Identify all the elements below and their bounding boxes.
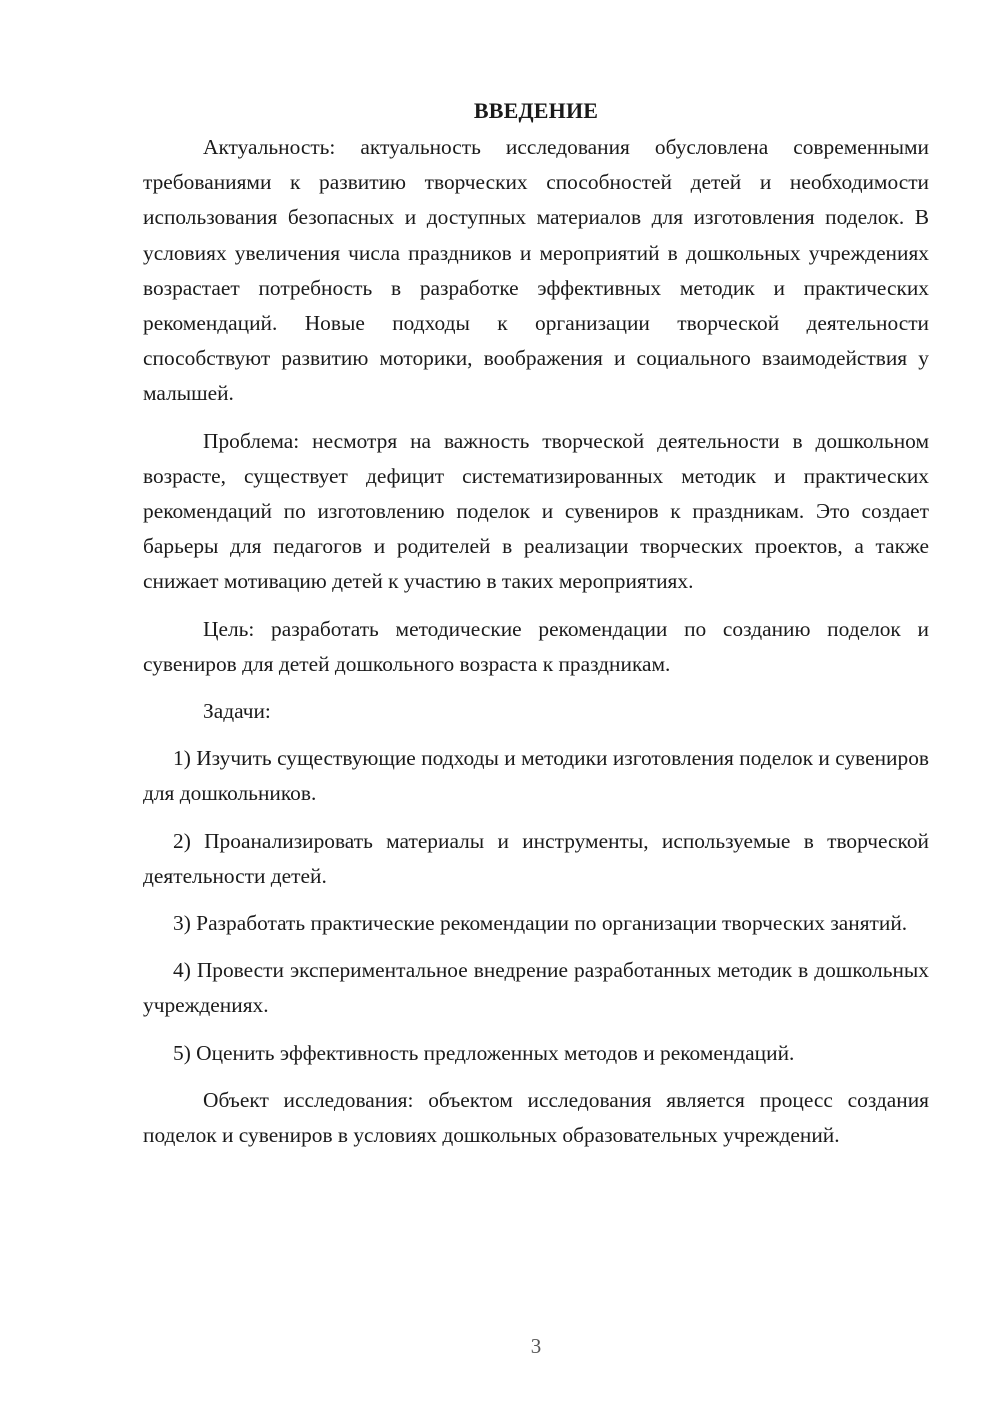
task-item-2: 2) Проанализировать материалы и инструменты, используемые в творческой деятельности детей.	[143, 828, 929, 888]
problem-paragraph: Проблема: несмотря на важность творческой деятельности в дошкольном возрасте, существует дефицит систематизированных методик и практических рекомендаций по изготовлению поделок и сувениров к праздникам. Это создает барьеры для педагогов и родителей в реализации творческих проектов, а также снижает мотивацию детей к участию в таких мероприятиях.	[143, 428, 929, 594]
section-heading: ВВЕДЕНИЕ	[473, 98, 599, 123]
relevance-paragraph: Актуальность: актуальность исследования обусловлена современными требованиями к развитию творческих способностей детей и необходимости использования безопасных и доступных материалов для изготовления поделок. В условиях увеличения числа праздников и мероприятий в дошкольных учреждениях возрастает потребность в разработке эффективных методик и практических рекомендаций. Новые подходы к организации творческой деятельности способствуют развитию моторики, воображения и социального взаимодействия у малышей.	[143, 135, 929, 406]
page-content	[143, 94, 929, 1165]
task-item-5: 5) Оценить эффективность предложенных методов и рекомендаций.	[173, 1040, 795, 1065]
task-item-3: 3) Разработать практические рекомендации по организации творческих занятий.	[173, 911, 908, 936]
goal-paragraph: Цель: разработать методические рекомендации по созданию поделок и сувениров для детей дошкольного возраста к праздникам.	[143, 616, 929, 676]
task-item-4: 4) Провести экспериментальное внедрение разработанных методик в дошкольных учреждениях.	[143, 958, 929, 1018]
object-paragraph: Объект исследования: объектом исследования является процесс создания поделок и сувениров в условиях дошкольных образовательных учреждений.	[143, 1087, 929, 1148]
page-number: 3	[530, 1334, 542, 1358]
tasks-label: Задачи:	[203, 699, 271, 724]
task-item-1: 1) Изучить существующие подходы и методики изготовления поделок и сувениров для дошкольников.	[143, 746, 929, 806]
